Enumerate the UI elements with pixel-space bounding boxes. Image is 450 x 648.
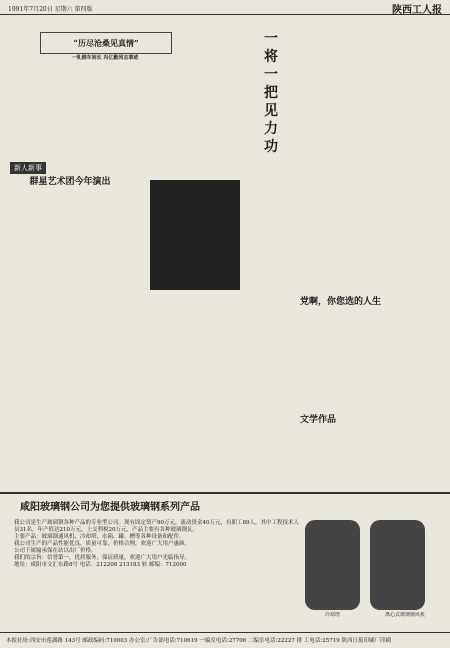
vertical-feature-title: 一将一把见力功 [264, 31, 278, 155]
top-subtitle: 一轧钢车间长 冯亿勤同志事迹 [71, 55, 139, 61]
poem-title: 党啊，你您选的人生 [300, 297, 382, 307]
product1-caption: 冷却塔 [324, 612, 340, 618]
decorative-photo [150, 180, 240, 290]
product-image-fan [370, 520, 425, 610]
ad-line: 我公司生产的产品性能优良，质量可靠，价格合理，欢迎广大用户惠顾。 [14, 541, 191, 547]
ad-text [14, 520, 299, 569]
literature-body [300, 426, 445, 486]
ad-line: 地址：咸阳市文汇东路8号 电话：212208 213183 转 邮编：712000 [14, 562, 187, 568]
page-header [0, 0, 450, 15]
ad-line: 主要产品：玻璃钢通风机、冷却塔、水箱、罐、槽等各种设备和配件。 [14, 534, 185, 540]
product2-caption: 离心式玻璃钢风机 [384, 612, 425, 618]
ad-line: 我公司是生产玻璃钢各种产品的专业型公司。现有固定资产90万元，流动资金40万元，有职工89人，其中工程技术人员31名，年产值达210万元，上交利税20万元，产品主要有各种玻璃钢瓦。 [14, 520, 299, 533]
section-ribbon: 新人新事 [10, 162, 46, 174]
poem-body [300, 310, 445, 405]
left-article-headline: 群星艺术团今年演出 [29, 177, 111, 187]
right-article-body [290, 30, 445, 290]
left-article-body [8, 190, 153, 380]
center-article-body [155, 300, 245, 485]
ad-line: 我们的宗旨：信誉第一，优质服务，保证质量，欢迎广大用户光临指导。 [14, 555, 191, 561]
ad-title: 咸阳玻璃钢公司为您提供玻璃钢系列产品 [20, 502, 200, 513]
page-footer: 本报社址:西安市莲湖路 143号 邮政编码:710003 办公室:广告部电话:710619 一编室电话:27706 二编室电话:22227 排 工电话:25719 陕西日报印刷厂印刷 [0, 632, 450, 648]
issue-date: 1991年7月20日 星期六 第四版 [8, 6, 93, 13]
literature-section-title: 文学作品 [300, 415, 337, 425]
product-image-cooling-tower [305, 520, 360, 610]
top-middle-article [124, 64, 244, 159]
ad-line: 公司下属输承保在站以出厂价格。 [14, 548, 97, 554]
top-left-article [8, 64, 118, 159]
masthead: 陕西工人报 [392, 5, 442, 16]
top-banner: “历尽沧桑见真情” [40, 32, 172, 54]
